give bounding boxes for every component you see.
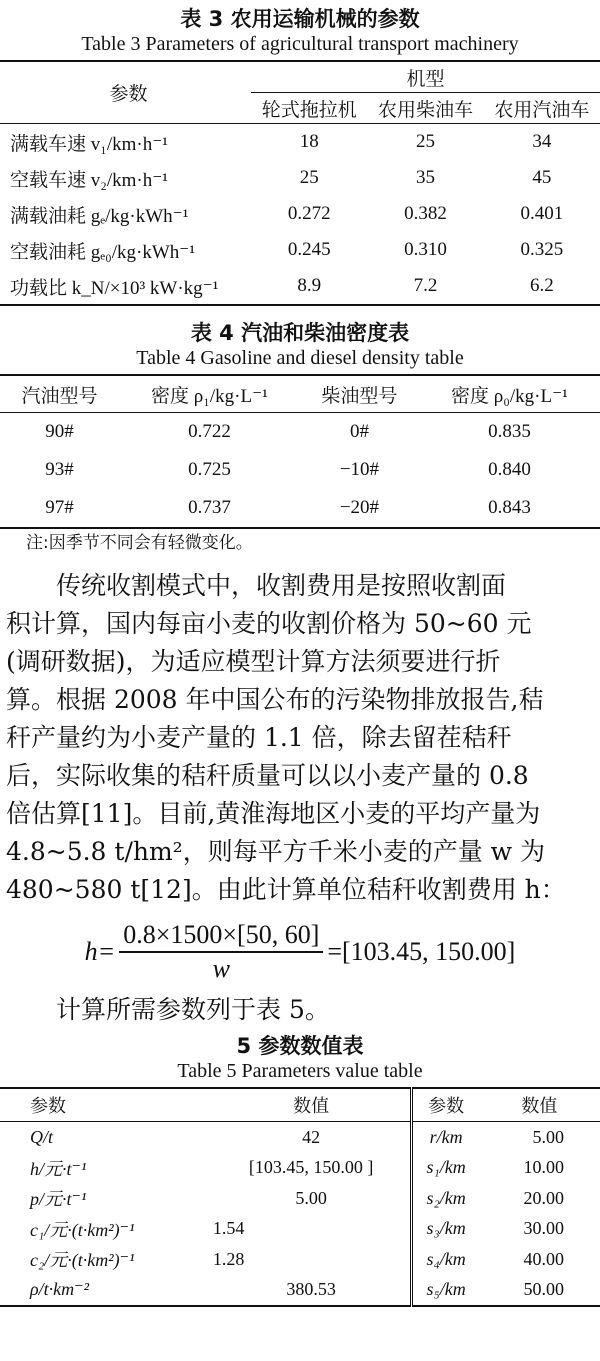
table-row [0,1214,600,1245]
cell: 8.9 [297,275,322,296]
table5-section [0,1033,600,1307]
cell: 0.272 [287,203,331,224]
cell: s₁/km [412,1153,479,1184]
table4-section [0,320,600,557]
table-row [0,232,600,268]
table4-header: 密度 ρ₁/kg·L⁻¹ [119,375,300,413]
cell: 1.28 [212,1248,245,1269]
paragraph-line: 积计算，国内每亩小麦的收割价格为 50~60 元 [6,609,532,638]
cell: 25 [416,131,436,152]
cell: c₂/元·(t·km²)⁻¹ [30,1250,135,1271]
cell: [103.45, 150.00 ] [248,1157,374,1178]
cell: 0.737 [188,497,231,518]
paragraph-line: 计算所需参数列于表 5。 [56,995,330,1024]
row-label: 空载车速 v₂/km·h⁻¹ [10,169,168,191]
table5-caption-cn: 5 参数数值表 [236,1034,364,1058]
cell: 0# [349,421,369,442]
cell: 0.840 [488,459,531,480]
table-row [0,1153,600,1184]
formula-lhs: h= [84,937,116,966]
table4 [0,374,600,529]
paragraph-line: 传统收割模式中，收割费用是按照收割面 [56,571,507,600]
cell: p/元·t⁻¹ [30,1189,87,1210]
table5-caption-en: Table 5 Parameters value table [177,1060,423,1082]
cell: s₄/km [412,1244,479,1275]
cell: r/km [412,1122,479,1153]
cell: −20# [339,497,380,518]
cell: 50.00 [523,1279,564,1300]
table-row [0,196,600,232]
table4-caption-en: Table 4 Gasoline and diesel density table [136,347,464,369]
table4-header: 汽油型号 [0,375,119,413]
paragraph-line: 算。根据 2008 年中国公布的污染物排放报告,秸 [6,685,544,714]
cell: 0.310 [404,239,447,260]
table5 [0,1087,600,1307]
paragraph-line: 秆产量约为小麦产量的 1.1 倍，除去留茬秸秆 [6,723,512,752]
cell: 20.00 [523,1187,564,1208]
paragraph-line: 后，实际收集的秸秆质量可以以小麦产量的 0.8 [6,761,529,790]
table3-caption-cn: 表 3 农用运输机械的参数 [180,7,420,31]
table3-group-header: 机型 [251,61,600,93]
paragraph-line: 480~580 t[12]。由此计算单位秸秆收割费用 h： [6,875,566,904]
table-row [0,1275,600,1307]
cell: Q/t [30,1126,54,1147]
paragraph-line: 4.8~5.8 t/hm²，则每平方千米小麦的产量 w 为 [6,837,546,866]
harvest-cost-formula [0,917,600,987]
cell: 0.725 [188,459,231,480]
table5-header: 参数 [0,1088,212,1122]
cell: 30.00 [523,1218,564,1239]
row-label: 满载车速 v₁/km·h⁻¹ [10,133,168,155]
table4-header: 密度 ρ₀/kg·L⁻¹ [419,375,600,413]
cell: 5.00 [295,1187,327,1208]
row-label: 功载比 k_N/×10³ kW·kg⁻¹ [10,277,219,299]
cell: 97# [45,497,74,518]
formula-fraction [119,919,323,985]
body-paragraph [0,567,600,909]
cell: 0.382 [404,203,447,224]
table5-header: 数值 [212,1088,412,1122]
table-row [0,268,600,305]
table-row [0,124,600,161]
table-row [0,451,600,489]
cell: 5.00 [532,1126,564,1147]
cell: 1.54 [212,1218,245,1239]
table-row [0,489,600,528]
cell: 10.00 [523,1157,564,1178]
paragraph-line: (调研数据)，为适应模型计算方法须要进行折 [6,647,501,676]
cell: 7.2 [413,275,438,296]
formula-rhs: =[103.45, 150.00] [327,937,516,966]
table-row [0,1183,600,1214]
table5-header: 数值 [479,1088,600,1122]
row-label: 空载油耗 gₑ₀/kg·kWh⁻¹ [10,241,196,263]
cell: 45 [532,167,552,188]
table5-header: 参数 [412,1088,479,1122]
table-row [0,1244,600,1275]
formula-denominator: w [212,954,230,983]
table4-note: 注:因季节不同会有轻微变化。 [26,533,253,553]
cell: ρ/t·km⁻² [30,1279,90,1300]
cell: 34 [532,131,552,152]
cell: −10# [339,459,380,480]
table3-col-header: 轮式拖拉机 [251,93,367,124]
table3-section [0,0,600,306]
table-row [0,1122,600,1153]
table3-col-header: 农用汽油车 [484,93,600,124]
cell: 380.53 [286,1279,336,1300]
table-row [0,160,600,196]
formula-numerator: 0.8×1500×[50, 60] [119,919,323,953]
cell: 25 [299,167,319,188]
table3 [0,60,600,306]
table3-caption-en: Table 3 Parameters of agricultural transport machinery [81,33,519,55]
cell: 0.843 [488,497,531,518]
cell: 0.325 [520,239,564,260]
cell: 0.722 [188,421,231,442]
cell: s₂/km [412,1183,479,1214]
cell: c₁/元·(t·km²)⁻¹ [30,1219,135,1240]
table4-caption-cn: 表 4 汽油和柴油密度表 [190,321,410,345]
paragraph-line: 倍估算[11]。目前,黄淮海地区小麦的平均产量为 [6,799,541,828]
cell: 0.835 [488,421,531,442]
cell: 0.245 [287,239,331,260]
cell: 40.00 [523,1248,564,1269]
table3-param-header: 参数 [0,61,251,124]
cell: 6.2 [529,275,554,296]
cell: h/元·t⁻¹ [30,1158,87,1179]
cell: s₅/km [412,1275,479,1307]
cell: 35 [416,167,436,188]
table3-col-header: 农用柴油车 [367,93,483,124]
table4-header: 柴油型号 [300,375,419,413]
cell: 90# [45,421,74,442]
cell: 42 [302,1126,321,1147]
after-formula-paragraph [0,991,600,1029]
cell: s₃/km [412,1214,479,1245]
table-row [0,413,600,452]
cell: 0.401 [520,203,564,224]
row-label: 满载油耗 gₑ/kg·kWh⁻¹ [10,205,189,227]
cell: 18 [299,131,319,152]
cell: 93# [45,459,74,480]
